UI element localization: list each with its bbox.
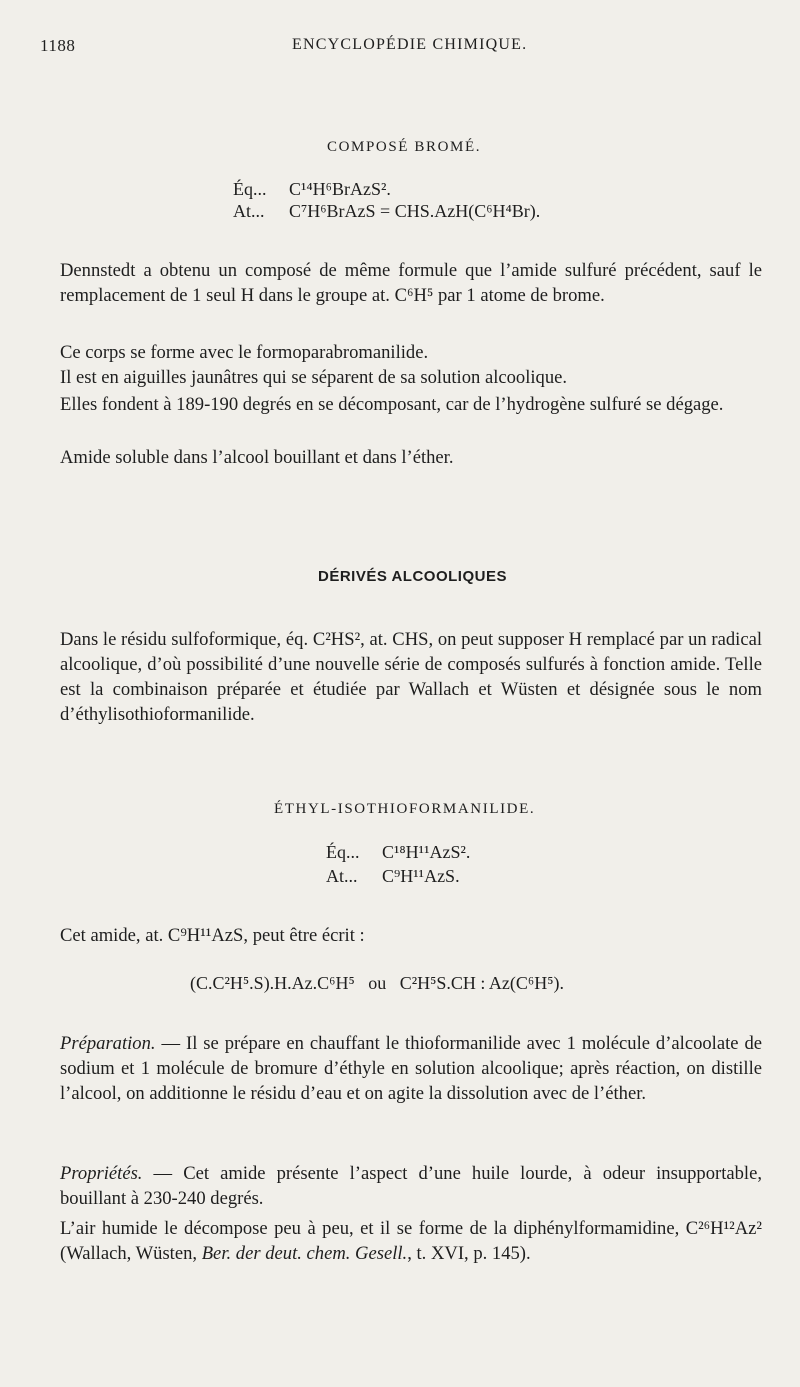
preparation-label: Préparation. — [60, 1033, 156, 1054]
section-title-ethyl-isothioformanilide: ÉTHYL-ISOTHIOFORMANILIDE. — [274, 801, 536, 817]
paragraph-residu-sulfoformique: Dans le résidu sulfoformique, éq. C²HS², at. CHS, on peut supposer H remplacé par un radical alcoolique, d’où possibilité d’une nouvelle série de composés sulfurés à fonction amide. Telle est la combinaison préparée et étudiée par Wallach et Wüsten et désignée sous le nom d’éthylisothioformanilide. — [60, 629, 762, 725]
eq-label-1: Éq... — [233, 179, 267, 199]
journal-reference: Ber. der deut. chem. Gesell. — [201, 1243, 408, 1264]
air-humide-text-a: L’air humide le décompose peu à peu, et il se forme de la diphénylformamidine, C²⁶H¹²Az² (Wallach, Wüsten, — [60, 1218, 762, 1264]
structural-formula: (C.C²H⁵.S).H.Az.C⁶H⁵ ou C²H⁵S.CH : Az(C⁶H⁵). — [190, 973, 564, 993]
section-title-derives-alcooliques: DÉRIVÉS ALCOOLIQUES — [318, 568, 507, 585]
proprietes-text: — Cet amide présente l’aspect d’une huile lourde, à odeur insupportable, bouillant à 230-240 degrés. — [60, 1163, 762, 1209]
paragraph-solubilite: Amide soluble dans l’alcool bouillant et dans l’éther. — [60, 447, 454, 468]
paragraph-proprietes — [60, 1161, 762, 1211]
paragraph-preparation — [60, 1031, 762, 1106]
preparation-text: — Il se prépare en chauffant le thioformanilide avec 1 molécule d’alcoolate de sodium et 1 molécule de bromure d’éthyle en solution alcoolique; après réaction, on distille l’alcool, on additionne le résidu d’eau et on agite la dissolution avec de l’éther. — [60, 1033, 762, 1104]
page-number: 1188 — [40, 36, 76, 55]
at-label-1: At... — [233, 201, 265, 221]
paragraph-formation: Ce corps se forme avec le formoparabromanilide. — [60, 342, 429, 363]
at-formula-1: C⁷H⁶BrAzS = CHS.AzH(C⁶H⁴Br). — [289, 201, 541, 221]
air-humide-text-b: , t. XVI, p. 145). — [407, 1243, 531, 1264]
section-title-compose-brome: COMPOSÉ BROMÉ. — [327, 139, 482, 155]
paragraph-dennstedt: Dennstedt a obtenu un composé de même formule que l’amide sulfuré précédent, sauf le remplacement de 1 seul H dans le groupe at. C⁶H⁵ par 1 atome de brome. — [60, 260, 762, 306]
eq-label-2: Éq... — [326, 842, 360, 862]
paragraph-fusion: Elles fondent à 189-190 degrés en se décomposant, car de l’hydrogène sulfuré se dégage. — [60, 394, 724, 415]
paragraph-aiguilles: Il est en aiguilles jaunâtres qui se séparent de sa solution alcoolique. — [60, 367, 568, 388]
eq-formula-2: C¹⁸H¹¹AzS². — [382, 842, 471, 862]
at-label-2: At... — [326, 866, 358, 886]
at-formula-2: C⁹H¹¹AzS. — [382, 866, 460, 886]
paragraph-cet-amide: Cet amide, at. C⁹H¹¹AzS, peut être écrit : — [60, 925, 365, 946]
running-title: ENCYCLOPÉDIE CHIMIQUE. — [292, 36, 528, 53]
eq-formula-1: C¹⁴H⁶BrAzS². — [289, 179, 391, 199]
proprietes-label: Propriétés. — [60, 1163, 143, 1184]
paragraph-air-humide — [60, 1216, 762, 1266]
